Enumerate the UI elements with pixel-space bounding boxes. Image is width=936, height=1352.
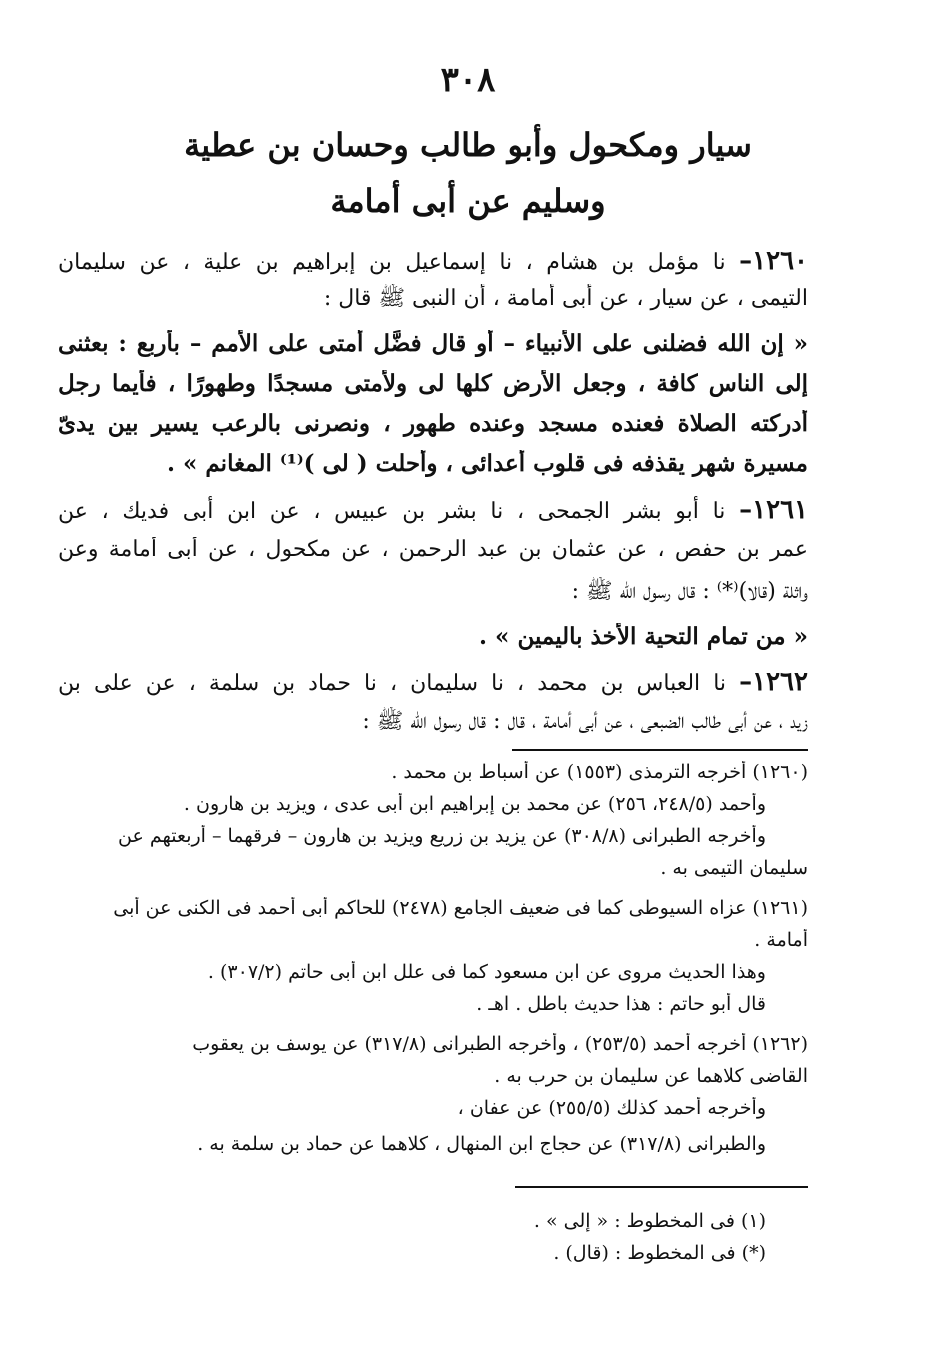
footnote-line: وهذا الحديث مروى عن ابن مسعود كما فى علل ابن أبى حاتم (٣٠٧/٢) .	[207, 961, 766, 983]
hadith-1260-isnad-line-1	[58, 246, 808, 276]
footnote-line: سليمان التيمى به .	[660, 857, 808, 879]
footnote-line: قال أبو حاتم : هذا حديث باطل . اهـ .	[476, 993, 766, 1015]
hadith-number: ١٢٦١–	[739, 495, 808, 525]
hadith-number: ١٢٦٢–	[739, 667, 808, 697]
chapter-title-line-1: سيار ومكحول وأبو طالب وحسان بن عطية	[184, 126, 752, 164]
hadith-1262-isnad-line-1	[58, 667, 808, 697]
footnote-line: وأخرجه الطبرانى (٣٠٨/٨) عن يزيد بن زريع ويزيد بن هارون – فرقهما – أربعتهم عن	[118, 825, 766, 847]
footnote-line: (١٢٦١) عزاه السيوطى كما فى ضعيف الجامع (٢٤٧٨) للحاكم أبى أحمد فى الكنى عن أبى	[113, 897, 808, 919]
hadith-1261-isnad-line-3: واثلة (قالا)⁽*⁾ : قال رسول الله ﷺ :	[571, 579, 808, 604]
hadith-1260-text-line-1: « إن الله فضلنى على الأنبياء – أو قال فضَّل أمتى على الأمم – بأربع : بعثنى	[58, 330, 808, 357]
hadith-1260-isnad-line-2: التيمى ، عن سيار ، عن أبى أمامة ، أن النبى ﷺ قال :	[323, 286, 808, 311]
footnote-line: وأحمد (٢٤٨/٥، ٢٥٦) عن محمد بن إبراهيم ابن أبى عدى ، ويزيد بن هارون .	[183, 793, 766, 815]
footnote-line: وأخرجه أحمد كذلك (٢٥٥/٥) عن عفان ،	[457, 1097, 766, 1119]
isnad-text: نا أبو بشر الجمحى ، نا بشر بن عبيس ، عن ابن أبى فديك ، عن	[58, 499, 726, 524]
isnad-text: نا مؤمل بن هشام ، نا إسماعيل بن إبراهيم بن علية ، عن سليمان	[58, 250, 726, 275]
manuscript-note: (١) فى المخطوط : « إلى » .	[533, 1210, 766, 1232]
footnote-line: القاضى كلاهما عن سليمان بن حرب به .	[494, 1065, 808, 1087]
hadith-1261-isnad-line-1	[58, 495, 808, 525]
isnad-text: نا العباس بن محمد ، نا سليمان ، نا حماد بن سلمة ، عن على بن	[58, 671, 727, 696]
hadith-number: ١٢٦٠–	[739, 246, 808, 276]
chapter-title-line-2: وسليم عن أبى أمامة	[330, 182, 606, 220]
footnote-line: (١٢٦٠) أخرجه الترمذى (١٥٥٣) عن أسباط بن محمد .	[391, 761, 808, 783]
hadith-1260-text-line-4: مسيرة شهر يقذفه فى قلوب أعدائى ، وأحلت ( لى )⁽¹⁾ المغانم » .	[166, 450, 808, 477]
hadith-1261-text-line-1: « من تمام التحية الأخذ باليمين » .	[479, 623, 808, 650]
manuscript-note: (*) فى المخطوط : (قال) .	[553, 1242, 766, 1264]
hadith-1260-text-line-2: إلى الناس كافة ، وجعل الأرض كلها لى ولأمتى مسجدًا وطهورًا ، فأيما رجل	[58, 370, 808, 397]
footnote-divider	[512, 749, 808, 751]
hadith-1262-isnad-line-2: زيد ، عن أبى طالب الضبعى ، عن أبى أمامة ، قال : قال رسول الله ﷺ :	[362, 709, 808, 734]
hadith-1260-text-line-3: أدركته الصلاة فعنده مسجد وعنده طهور ، ونصرنى بالرعب يسير بين يدىّ	[58, 410, 808, 437]
footnote-line: والطبرانى (٣١٧/٨) عن حجاج ابن المنهال ، كلاهما عن حماد بن سلمة به .	[197, 1133, 766, 1155]
footnote-line: أمامة .	[754, 929, 808, 951]
page-number: ٣٠٨	[440, 60, 496, 100]
hadith-1261-isnad-line-2: عمر بن حفص ، عن عثمان بن عبد الرحمن ، عن مكحول ، عن أبى أمامة وعن	[58, 537, 808, 562]
footnote-line: (١٢٦٢) أخرجه أحمد (٢٥٣/٥) ، وأخرجه الطبرانى (٣١٧/٨) عن يوسف بن يعقوب	[192, 1033, 808, 1055]
notes-divider	[515, 1186, 808, 1188]
